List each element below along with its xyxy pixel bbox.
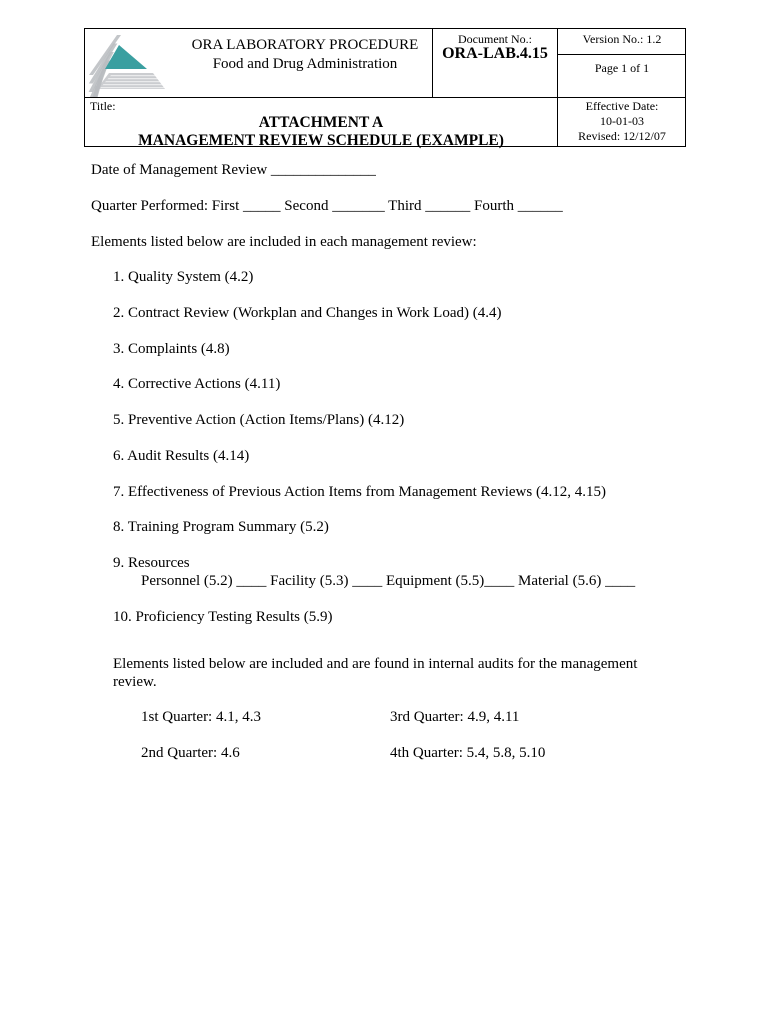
ora-logo-icon [87, 31, 177, 97]
management-review-date-field: Date of Management Review ______________ [91, 162, 376, 178]
org-name: ORA LABORATORY PROCEDURE [191, 37, 419, 53]
revised-date: Revised: 12/12/07 [578, 129, 666, 143]
quarter-performed-field: Quarter Performed: First _____ Second _______ Third ______ Fourth ______ [91, 198, 563, 214]
agency-name: Food and Drug Administration [212, 56, 398, 72]
document-number-label: Document No.: [458, 32, 532, 46]
document-title-line1: ATTACHMENT A [258, 114, 384, 131]
effective-date: 10-01-03 [600, 114, 644, 128]
document-title-line2: MANAGEMENT REVIEW SCHEDULE (EXAMPLE) [138, 132, 504, 149]
audits-intro-line1: Elements listed below are included and are found in internal audits for the management [113, 656, 638, 672]
list-item: 2. Contract Review (Workplan and Changes in Work Load) (4.4) [113, 305, 502, 321]
third-quarter-elements: 3rd Quarter: 4.9, 4.11 [390, 709, 520, 725]
resources-fields: Personnel (5.2) ____ Facility (5.3) ____ Equipment (5.5)____ Material (5.6) ____ [141, 573, 636, 589]
elements-intro: Elements listed below are included in each management review: [91, 234, 477, 250]
list-item: 4. Corrective Actions (4.11) [113, 376, 281, 392]
version-number: Version No.: 1.2 [582, 32, 662, 46]
list-item: 9. Resources [113, 555, 190, 571]
second-quarter-elements: 2nd Quarter: 4.6 [141, 745, 240, 761]
fourth-quarter-elements: 4th Quarter: 5.4, 5.8, 5.10 [390, 745, 546, 761]
document-header-table [84, 28, 686, 147]
list-item: 5. Preventive Action (Action Items/Plans) (4.12) [113, 412, 405, 428]
list-item: 1. Quality System (4.2) [113, 269, 254, 285]
list-item: 3. Complaints (4.8) [113, 341, 230, 357]
list-item: 10. Proficiency Testing Results (5.9) [113, 609, 333, 625]
title-label: Title: [90, 99, 116, 113]
page-number: Page 1 of 1 [594, 61, 650, 75]
audits-intro-line2: review. [113, 674, 157, 690]
list-item: 8. Training Program Summary (5.2) [113, 519, 329, 535]
document-number: ORA-LAB.4.15 [442, 45, 548, 62]
header-row-divider [85, 97, 685, 98]
list-item: 6. Audit Results (4.14) [113, 448, 250, 464]
list-item: 7. Effectiveness of Previous Action Items from Management Reviews (4.12, 4.15) [113, 484, 606, 500]
first-quarter-elements: 1st Quarter: 4.1, 4.3 [141, 709, 261, 725]
effective-date-label: Effective Date: [585, 99, 659, 113]
version-divider [557, 54, 685, 55]
